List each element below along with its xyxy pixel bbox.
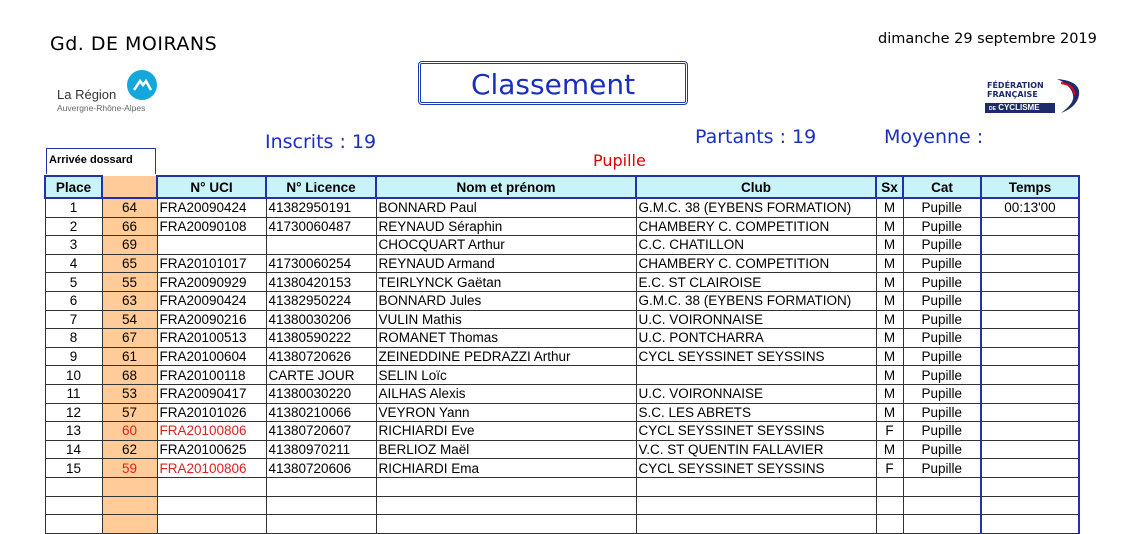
table-row xyxy=(45,384,1079,403)
cell-cat: Pupille xyxy=(903,310,981,329)
cell-sx: M xyxy=(876,273,903,292)
cell-dossard: 69 xyxy=(102,236,157,255)
cell-temps xyxy=(981,403,1079,422)
cell-nom: VULIN Mathis xyxy=(376,310,636,329)
cell-temps xyxy=(981,310,1079,329)
cell-cat: Pupille xyxy=(903,198,981,217)
cell-uci: FRA20100118 xyxy=(157,366,266,385)
table-row xyxy=(45,273,1079,292)
cell-place: 3 xyxy=(45,236,102,255)
ffc-text: FÉDÉRATION FRANÇAISE xyxy=(987,81,1044,99)
cell-licence: 41380030206 xyxy=(266,310,376,329)
ffc-logo xyxy=(985,75,1085,115)
mountain-icon xyxy=(127,70,157,100)
page-title: Classement xyxy=(418,61,688,105)
cell-uci: FRA20100806 xyxy=(157,459,266,478)
cell-cat: Pupille xyxy=(903,236,981,255)
cell-temps xyxy=(981,217,1079,236)
empty-cell xyxy=(903,515,981,534)
empty-cell xyxy=(981,496,1079,515)
cell-licence: 41380030220 xyxy=(266,384,376,403)
cell-cat: Pupille xyxy=(903,217,981,236)
cell-club: G.M.C. 38 (EYBENS FORMATION) xyxy=(636,198,876,217)
cell-dossard: 53 xyxy=(102,384,157,403)
cell-nom: BONNARD Jules xyxy=(376,291,636,310)
cell-temps xyxy=(981,236,1079,255)
table-row xyxy=(45,459,1079,478)
cell-temps xyxy=(981,422,1079,441)
cell-temps xyxy=(981,273,1079,292)
cell-sx: M xyxy=(876,384,903,403)
cell-club: CYCL SEYSSINET SEYSSINS xyxy=(636,422,876,441)
cell-place: 1 xyxy=(45,198,102,217)
cell-club: U.C. VOIRONNAISE xyxy=(636,384,876,403)
cell-place: 2 xyxy=(45,217,102,236)
cell-place: 5 xyxy=(45,273,102,292)
table-row xyxy=(45,329,1079,348)
empty-cell xyxy=(102,496,157,515)
cell-place: 12 xyxy=(45,403,102,422)
empty-cell xyxy=(157,496,266,515)
empty-cell xyxy=(157,515,266,534)
cell-place: 8 xyxy=(45,329,102,348)
empty-row xyxy=(45,477,1079,496)
cell-nom: RICHIARDI Eve xyxy=(376,422,636,441)
region-logo xyxy=(57,70,167,116)
cell-cat: Pupille xyxy=(903,329,981,348)
cell-cat: Pupille xyxy=(903,254,981,273)
table-row xyxy=(45,440,1079,459)
empty-cell xyxy=(903,496,981,515)
arrivee-dossard-label: Arrivée dossard xyxy=(46,148,156,174)
cell-dossard: 55 xyxy=(102,273,157,292)
cell-nom: SELIN Loïc xyxy=(376,366,636,385)
col-uci: N° UCI xyxy=(157,176,266,198)
cell-temps xyxy=(981,254,1079,273)
cell-uci: FRA20090929 xyxy=(157,273,266,292)
cell-cat: Pupille xyxy=(903,422,981,441)
empty-cell xyxy=(45,515,102,534)
cell-licence: 41380720606 xyxy=(266,459,376,478)
empty-cell xyxy=(376,515,636,534)
region-subtitle: Auvergne-Rhône-Alpes xyxy=(57,103,146,113)
empty-cell xyxy=(266,477,376,496)
cell-club: S.C. LES ABRETS xyxy=(636,403,876,422)
cell-uci: FRA20101017 xyxy=(157,254,266,273)
cell-licence: 41382950191 xyxy=(266,198,376,217)
cell-place: 14 xyxy=(45,440,102,459)
cell-club: U.C. PONTCHARRA xyxy=(636,329,876,348)
empty-cell xyxy=(102,515,157,534)
swoosh-icon xyxy=(1055,77,1083,113)
cell-club: CYCL SEYSSINET SEYSSINS xyxy=(636,459,876,478)
col-licence: N° Licence xyxy=(266,176,376,198)
cell-temps: 00:13'00 xyxy=(981,198,1079,217)
cell-place: 9 xyxy=(45,347,102,366)
cell-cat: Pupille xyxy=(903,403,981,422)
cell-place: 6 xyxy=(45,291,102,310)
cell-sx: M xyxy=(876,254,903,273)
col-cat: Cat xyxy=(903,176,981,198)
empty-cell xyxy=(376,477,636,496)
cell-temps xyxy=(981,347,1079,366)
cell-nom: TEIRLYNCK Gaëtan xyxy=(376,273,636,292)
cell-club: G.M.C. 38 (EYBENS FORMATION) xyxy=(636,291,876,310)
table-row xyxy=(45,198,1079,217)
category-label: Pupille xyxy=(593,151,646,170)
empty-cell xyxy=(266,515,376,534)
cell-uci xyxy=(157,236,266,255)
cell-uci: FRA20090216 xyxy=(157,310,266,329)
empty-row xyxy=(45,496,1079,515)
table-row xyxy=(45,217,1079,236)
cell-licence: 41380970211 xyxy=(266,440,376,459)
cell-club xyxy=(636,366,876,385)
cell-uci: FRA20100604 xyxy=(157,347,266,366)
cell-sx: F xyxy=(876,459,903,478)
table-row xyxy=(45,366,1079,385)
cell-place: 15 xyxy=(45,459,102,478)
cell-dossard: 59 xyxy=(102,459,157,478)
cell-cat: Pupille xyxy=(903,384,981,403)
empty-cell xyxy=(876,477,903,496)
cell-licence: 41382950224 xyxy=(266,291,376,310)
cell-sx: M xyxy=(876,291,903,310)
cell-licence: 41730060254 xyxy=(266,254,376,273)
cell-uci: FRA20100625 xyxy=(157,440,266,459)
table-row xyxy=(45,403,1079,422)
cell-licence: 41730060487 xyxy=(266,217,376,236)
cell-sx: F xyxy=(876,422,903,441)
cell-temps xyxy=(981,459,1079,478)
cell-sx: M xyxy=(876,366,903,385)
cell-club: C.C. CHATILLON xyxy=(636,236,876,255)
empty-cell xyxy=(376,496,636,515)
col-dossard xyxy=(102,176,157,198)
cell-nom: AILHAS Alexis xyxy=(376,384,636,403)
cell-cat: Pupille xyxy=(903,459,981,478)
inscrits-count: Inscrits : 19 xyxy=(265,131,377,153)
cell-dossard: 65 xyxy=(102,254,157,273)
cell-club: CHAMBERY C. COMPETITION xyxy=(636,254,876,273)
col-nom: Nom et prénom xyxy=(376,176,636,198)
table-row xyxy=(45,236,1079,255)
cell-nom: RICHIARDI Ema xyxy=(376,459,636,478)
cell-nom: REYNAUD Séraphin xyxy=(376,217,636,236)
empty-cell xyxy=(45,477,102,496)
empty-cell xyxy=(266,496,376,515)
cell-cat: Pupille xyxy=(903,440,981,459)
cell-place: 7 xyxy=(45,310,102,329)
cell-nom: ROMANET Thomas xyxy=(376,329,636,348)
cell-cat: Pupille xyxy=(903,366,981,385)
cell-nom: CHOCQUART Arthur xyxy=(376,236,636,255)
cell-dossard: 67 xyxy=(102,329,157,348)
cell-licence: 41380210066 xyxy=(266,403,376,422)
empty-cell xyxy=(876,515,903,534)
col-temps: Temps xyxy=(981,176,1079,198)
cell-licence xyxy=(266,236,376,255)
cell-club: E.C. ST CLAIROISE xyxy=(636,273,876,292)
table-header xyxy=(45,176,1079,198)
cell-dossard: 66 xyxy=(102,217,157,236)
results-table xyxy=(44,175,1080,534)
cell-licence: 41380420153 xyxy=(266,273,376,292)
cell-uci: FRA20100513 xyxy=(157,329,266,348)
cell-licence: 41380590222 xyxy=(266,329,376,348)
ffc-band: DE CYCLISME xyxy=(985,103,1055,113)
event-title: Gd. DE MOIRANS xyxy=(50,33,218,55)
cell-place: 10 xyxy=(45,366,102,385)
col-sx: Sx xyxy=(876,176,903,198)
empty-cell xyxy=(636,477,876,496)
col-place: Place xyxy=(45,176,102,198)
cell-club: V.C. ST QUENTIN FALLAVIER xyxy=(636,440,876,459)
cell-temps xyxy=(981,384,1079,403)
cell-club: CHAMBERY C. COMPETITION xyxy=(636,217,876,236)
table-row xyxy=(45,310,1079,329)
cell-nom: ZEINEDDINE PEDRAZZI Arthur xyxy=(376,347,636,366)
cell-dossard: 54 xyxy=(102,310,157,329)
cell-dossard: 57 xyxy=(102,403,157,422)
cell-dossard: 63 xyxy=(102,291,157,310)
partants-count: Partants : 19 xyxy=(695,126,817,148)
cell-dossard: 60 xyxy=(102,422,157,441)
event-date: dimanche 29 septembre 2019 xyxy=(878,31,1097,47)
empty-cell xyxy=(157,477,266,496)
region-name: La Région xyxy=(57,87,117,102)
empty-cell xyxy=(636,496,876,515)
cell-place: 13 xyxy=(45,422,102,441)
cell-sx: M xyxy=(876,198,903,217)
cell-temps xyxy=(981,329,1079,348)
cell-dossard: 62 xyxy=(102,440,157,459)
moyenne-label: Moyenne : xyxy=(884,126,984,148)
table-row xyxy=(45,254,1079,273)
cell-dossard: 61 xyxy=(102,347,157,366)
cell-sx: M xyxy=(876,403,903,422)
cell-licence: CARTE JOUR xyxy=(266,366,376,385)
cell-uci: FRA20090424 xyxy=(157,198,266,217)
cell-nom: BONNARD Paul xyxy=(376,198,636,217)
cell-uci: FRA20100806 xyxy=(157,422,266,441)
cell-uci: FRA20090417 xyxy=(157,384,266,403)
cell-cat: Pupille xyxy=(903,273,981,292)
empty-cell xyxy=(903,477,981,496)
cell-place: 11 xyxy=(45,384,102,403)
empty-cell xyxy=(102,477,157,496)
cell-sx: M xyxy=(876,440,903,459)
empty-cell xyxy=(981,515,1079,534)
col-club: Club xyxy=(636,176,876,198)
empty-row xyxy=(45,515,1079,534)
cell-uci: FRA20101026 xyxy=(157,403,266,422)
cell-cat: Pupille xyxy=(903,291,981,310)
cell-uci: FRA20090424 xyxy=(157,291,266,310)
table-row xyxy=(45,422,1079,441)
empty-cell xyxy=(981,477,1079,496)
empty-cell xyxy=(636,515,876,534)
cell-licence: 41380720607 xyxy=(266,422,376,441)
cell-sx: M xyxy=(876,329,903,348)
cell-club: U.C. VOIRONNAISE xyxy=(636,310,876,329)
cell-sx: M xyxy=(876,217,903,236)
cell-nom: REYNAUD Armand xyxy=(376,254,636,273)
cell-sx: M xyxy=(876,347,903,366)
cell-club: CYCL SEYSSINET SEYSSINS xyxy=(636,347,876,366)
empty-cell xyxy=(45,496,102,515)
cell-sx: M xyxy=(876,236,903,255)
cell-nom: BERLIOZ Maël xyxy=(376,440,636,459)
cell-sx: M xyxy=(876,310,903,329)
cell-uci: FRA20090108 xyxy=(157,217,266,236)
cell-nom: VEYRON Yann xyxy=(376,403,636,422)
table-row xyxy=(45,347,1079,366)
cell-cat: Pupille xyxy=(903,347,981,366)
cell-temps xyxy=(981,291,1079,310)
table-row xyxy=(45,291,1079,310)
cell-licence: 41380720626 xyxy=(266,347,376,366)
cell-dossard: 64 xyxy=(102,198,157,217)
cell-temps xyxy=(981,440,1079,459)
cell-dossard: 68 xyxy=(102,366,157,385)
cell-place: 4 xyxy=(45,254,102,273)
cell-temps xyxy=(981,366,1079,385)
empty-cell xyxy=(876,496,903,515)
